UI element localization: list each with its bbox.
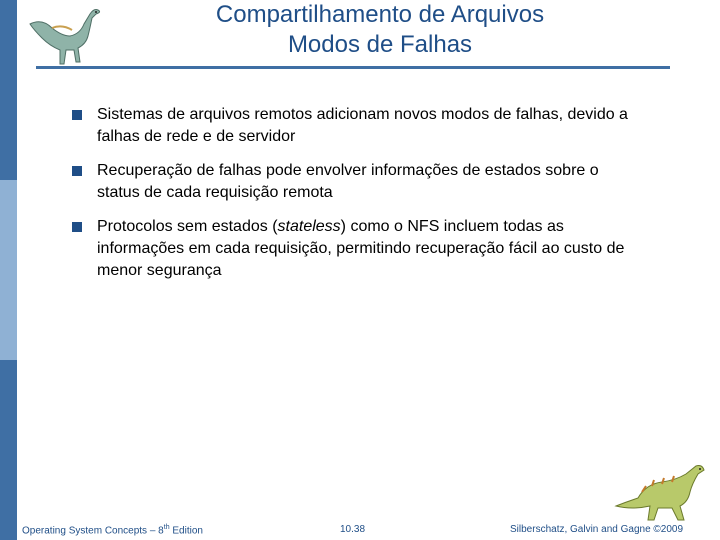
footer-page-number: 10.38 [340, 524, 366, 535]
title-line-1: Compartilhamento de Arquivos [215, 1, 545, 28]
dinosaur-logo-icon [612, 462, 712, 524]
footer-book-sup: th [163, 524, 170, 531]
footer-authors: Silberschatz, Galvin and Gagne ©2009 [510, 524, 684, 535]
footer-book-suffix: Edition [169, 525, 203, 537]
left-bar-bottom [0, 360, 17, 540]
bullet-marker-icon [72, 110, 82, 120]
left-bar-top [0, 0, 17, 180]
bullet-text: Sistemas de arquivos remotos adicionam novos modos de falhas, devido a falhas de rede e de servidor [97, 106, 628, 145]
bullet-list [72, 104, 632, 294]
slide-title [130, 0, 630, 60]
bullet-item [72, 104, 632, 148]
bullet-text-after: ) como o NFS incluem todas as informações em cada requisição, permitindo recuperação fácil ao custo de menor segurança [97, 218, 625, 279]
title-divider [36, 66, 670, 69]
bullet-marker-icon [72, 222, 82, 232]
bullet-text-before: Protocolos sem estados ( [97, 218, 278, 235]
dinosaur-logo-icon [22, 4, 110, 70]
bullet-item [72, 160, 632, 204]
title-line-2: Modos de Falhas [287, 31, 473, 58]
bullet-item [72, 216, 632, 282]
footer-book-title [22, 524, 203, 536]
bullet-marker-icon [72, 166, 82, 176]
bullet-text: Recuperação de falhas pode envolver informações de estados sobre o status de cada requisição remota [97, 162, 599, 201]
left-bar-middle [0, 180, 17, 360]
footer-book-prefix: Operating System Concepts – 8 [22, 525, 164, 537]
bullet-emphasis: stateless [277, 218, 341, 235]
